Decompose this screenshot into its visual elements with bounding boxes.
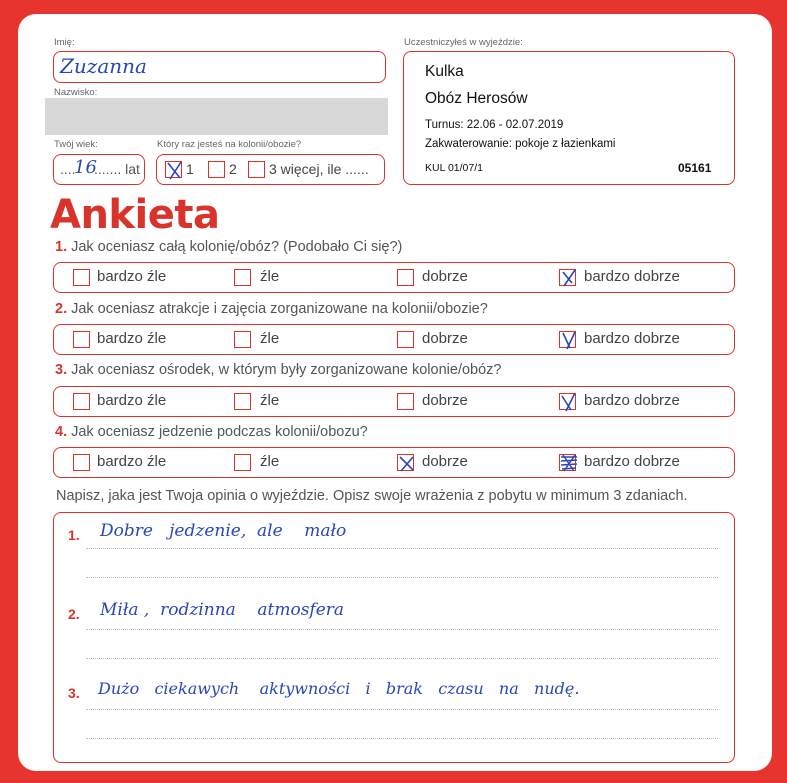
q3-checkbox-dobrze[interactable]: [397, 393, 414, 410]
opinion-prompt: Napisz, jaka jest Twoja opinia o wyjeździe. Opisz swoje wrażenia z pobytu w minimum 3 zdaniach.: [56, 488, 688, 504]
q2-checkbox-bardzo-zle[interactable]: [73, 331, 90, 348]
q1-option-zle: źle: [260, 268, 280, 285]
q1-checkbox-zle[interactable]: [234, 269, 251, 286]
q4-option-bardzo-dobrze: bardzo dobrze: [584, 453, 680, 470]
question-4: [55, 424, 368, 440]
q1-checkbox-dobrze[interactable]: [397, 269, 414, 286]
question-1-answers: [53, 262, 735, 293]
opinion-box[interactable]: [53, 512, 735, 763]
question-1: [55, 239, 402, 255]
q3-option-bardzo-dobrze: bardzo dobrze: [584, 392, 680, 409]
q3-checkbox-zle[interactable]: [234, 393, 251, 410]
writing-line: [86, 658, 718, 659]
q2-checkbox-dobrze[interactable]: [397, 331, 414, 348]
q1-option-bardzo-dobrze: bardzo dobrze: [584, 268, 680, 285]
trip-code: KUL 01/07/1: [425, 162, 483, 174]
question-1-text: Jak oceniasz całą kolonię/obóz? (Podobało Ci się?): [71, 239, 403, 255]
times-option-3: 3 więcej, ile ......: [269, 161, 369, 177]
opinion-2-text: Miła , rodzinna atmosfera: [100, 600, 345, 620]
question-2-answers: [53, 324, 735, 355]
question-3: [55, 362, 501, 378]
q4-option-bardzo-zle: bardzo źle: [97, 453, 167, 470]
question-2-text: Jak oceniasz atrakcje i zajęcia zorganizowane na kolonii/obozie?: [71, 301, 488, 317]
trip-accommodation: Zakwaterowanie: pokoje z łazienkami: [425, 138, 616, 150]
times-option-2: 2: [229, 161, 237, 177]
q2-option-bardzo-zle: bardzo źle: [97, 330, 167, 347]
check-mark-icon: [164, 159, 186, 181]
question-4-number: 4.: [55, 424, 68, 440]
question-4-answers: [53, 447, 735, 478]
trip-label: Uczestniczyłeś w wyjeździe:: [404, 37, 523, 48]
question-3-text: Jak oceniasz ośrodek, w którym były zorganizowane kolonie/obóz?: [71, 362, 502, 378]
q4-checkbox-bardzo-dobrze[interactable]: [559, 454, 576, 471]
trip-camp: Obóz Herosów: [425, 90, 528, 107]
q4-checkbox-zle[interactable]: [234, 454, 251, 471]
age-prefix: ....: [60, 161, 76, 177]
surname-redacted: [45, 98, 388, 135]
question-2: [55, 301, 488, 317]
q1-option-dobrze: dobrze: [422, 268, 468, 285]
scribble-icon: [558, 452, 580, 474]
trip-info-box: [403, 51, 735, 185]
surname-label: Nazwisko:: [54, 87, 98, 98]
q2-option-zle: źle: [260, 330, 280, 347]
trip-turnus: Turnus: 22.06 - 02.07.2019: [425, 119, 564, 131]
times-field: [156, 154, 385, 185]
survey-sheet: [18, 14, 772, 771]
q4-checkbox-bardzo-zle[interactable]: [73, 454, 90, 471]
times-checkbox-3[interactable]: [248, 161, 265, 178]
q1-option-bardzo-zle: bardzo źle: [97, 268, 167, 285]
opinion-2-number: 2.: [68, 606, 80, 622]
check-mark-icon: [558, 329, 580, 351]
q3-option-dobrze: dobrze: [422, 392, 468, 409]
q3-option-zle: źle: [260, 392, 280, 409]
writing-line: [86, 577, 718, 578]
q2-option-bardzo-dobrze: bardzo dobrze: [584, 330, 680, 347]
question-1-number: 1.: [55, 239, 68, 255]
opinion-1-number: 1.: [68, 527, 80, 543]
q3-option-bardzo-zle: bardzo źle: [97, 392, 167, 409]
writing-line: [86, 709, 718, 710]
name-value: Zuzanna: [60, 54, 147, 78]
q4-checkbox-dobrze[interactable]: [397, 454, 414, 471]
check-mark-icon: [396, 452, 418, 474]
question-3-number: 3.: [55, 362, 68, 378]
age-suffix: ....... lat: [94, 161, 140, 177]
question-4-text: Jak oceniasz jedzenie podczas kolonii/obozu?: [71, 424, 368, 440]
check-mark-icon: [558, 391, 580, 413]
q3-checkbox-bardzo-dobrze[interactable]: [559, 393, 576, 410]
question-2-number: 2.: [55, 301, 68, 317]
times-checkbox-2[interactable]: [208, 161, 225, 178]
age-field[interactable]: [53, 154, 145, 185]
q3-checkbox-bardzo-zle[interactable]: [73, 393, 90, 410]
times-option-1: 1: [186, 161, 194, 177]
writing-line: [86, 738, 718, 739]
trip-name: Kulka: [425, 63, 464, 80]
page-title: Ankieta: [50, 192, 220, 238]
name-field[interactable]: [53, 51, 386, 83]
q1-checkbox-bardzo-zle[interactable]: [73, 269, 90, 286]
times-checkbox-1[interactable]: [165, 161, 182, 178]
q2-checkbox-bardzo-dobrze[interactable]: [559, 331, 576, 348]
writing-line: [86, 629, 718, 630]
q4-option-zle: źle: [260, 453, 280, 470]
q1-checkbox-bardzo-dobrze[interactable]: [559, 269, 576, 286]
age-label: Twój wiek:: [54, 139, 98, 150]
check-mark-icon: [558, 267, 580, 289]
opinion-3-text: Dużo ciekawych aktywności i brak czasu na nudę.: [98, 679, 580, 698]
q2-checkbox-zle[interactable]: [234, 331, 251, 348]
writing-line: [86, 548, 718, 549]
trip-number: 05161: [678, 161, 712, 175]
times-label: Który raz jesteś na kolonii/obozie?: [157, 139, 302, 150]
q4-option-dobrze: dobrze: [422, 453, 468, 470]
opinion-3-number: 3.: [68, 685, 80, 701]
age-value: 16: [74, 157, 97, 178]
name-label: Imię:: [54, 37, 75, 48]
question-3-answers: [53, 386, 735, 417]
q2-option-dobrze: dobrze: [422, 330, 468, 347]
opinion-1-text: Dobre jedzenie, ale mało: [100, 521, 347, 541]
